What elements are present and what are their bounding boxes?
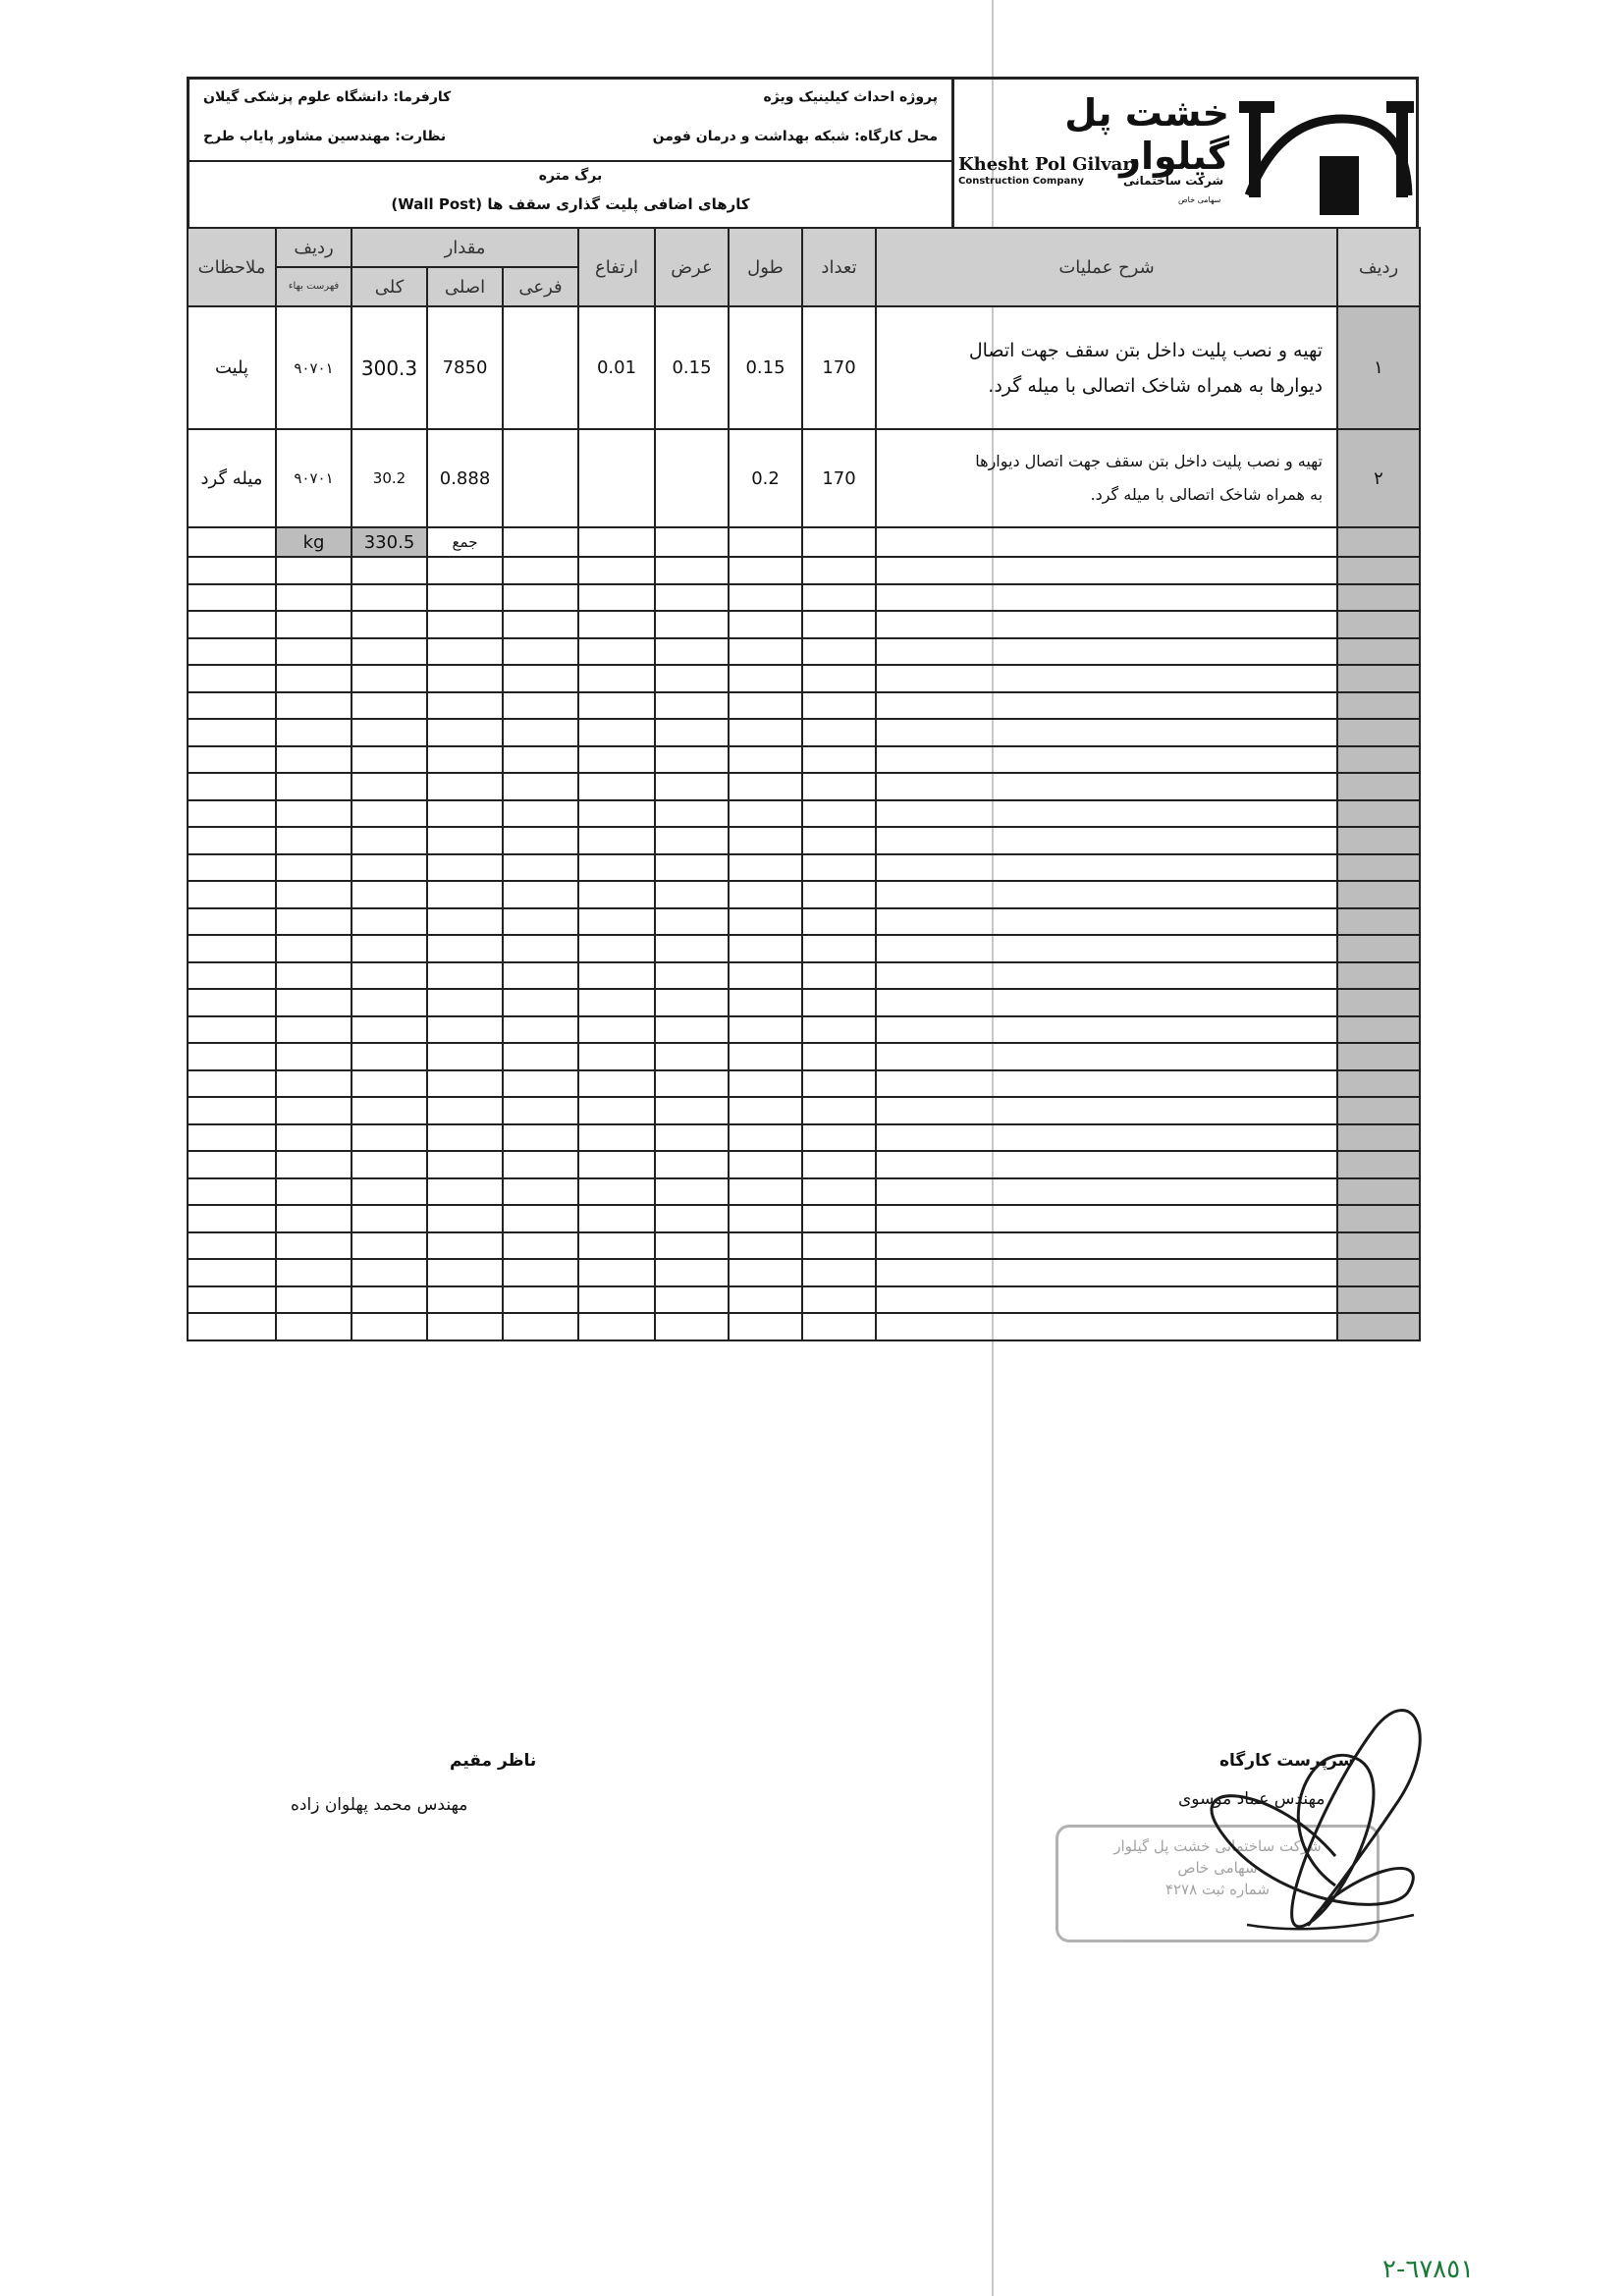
- metre-table: [187, 227, 1421, 1341]
- page-code: ٦٧٨٥١-٢: [1382, 2255, 1475, 2284]
- site-manager-title: سرپرست کارگاه: [1219, 1751, 1355, 1771]
- item-length: 0.15: [729, 306, 802, 429]
- empty-table-row: [188, 692, 1420, 720]
- col-main: اصلی: [427, 267, 503, 306]
- empty-table-row: [188, 1124, 1420, 1152]
- item-count: 170: [802, 306, 876, 429]
- item-notes: پلیت: [188, 306, 276, 429]
- col-sub: فرعی: [503, 267, 578, 306]
- item-total: 300.3: [352, 306, 427, 429]
- item-width: [655, 429, 729, 527]
- item-sub: [503, 306, 578, 429]
- metre-sheet: [187, 77, 1419, 1341]
- empty-table-row: [188, 935, 1420, 962]
- sum-value: 330.5: [352, 527, 427, 557]
- col-count: تعداد: [802, 228, 876, 306]
- item-height: [578, 429, 655, 527]
- empty-table-row: [188, 665, 1420, 692]
- project-info: [189, 80, 951, 227]
- signature-icon: [1021, 1679, 1434, 1964]
- empty-table-row: [188, 827, 1420, 854]
- empty-table-row: [188, 962, 1420, 990]
- empty-table-row: [188, 881, 1420, 908]
- col-notes: ملاحظات: [188, 228, 276, 306]
- empty-table-row: [188, 557, 1420, 584]
- item-description: تهیه و نصب پلیت داخل بتن سقف جهت اتصال دیوارها به همراه شاخک اتصالی با میله گرد.: [876, 306, 1337, 429]
- company-sub-en: Construction Company: [958, 176, 1084, 187]
- table-row: [188, 306, 1420, 429]
- item-main: 0.888: [427, 429, 503, 527]
- sum-label: جمع: [427, 527, 503, 557]
- empty-table-row: [188, 1205, 1420, 1232]
- company-name-en: Khesht Pol Gilvar: [958, 154, 1132, 175]
- empty-table-row: [188, 1313, 1420, 1340]
- company-sub-fa: شرکت ساختمانی: [1123, 174, 1224, 188]
- item-description: تهیه و نصب پلیت داخل بتن سقف جهت اتصال دیوارها به همراه شاخک اتصالی با میله گرد.: [876, 429, 1337, 527]
- col-price-row: ردیف: [276, 228, 352, 267]
- empty-table-row: [188, 773, 1420, 800]
- empty-table-row: [188, 854, 1420, 882]
- col-length: طول: [729, 228, 802, 306]
- empty-table-row: [188, 800, 1420, 828]
- row-number: ۲: [1337, 429, 1420, 527]
- item-total: 30.2: [352, 429, 427, 527]
- empty-table-row: [188, 1097, 1420, 1124]
- empty-table-row: [188, 638, 1420, 666]
- site-manager-name: مهندس عماد موسوی: [1178, 1789, 1326, 1809]
- employer: کارفرما: دانشگاه علوم پزشکی گیلان: [203, 89, 452, 105]
- item-sub: [503, 429, 578, 527]
- item-height: 0.01: [578, 306, 655, 429]
- company-stamp: شرکت ساختمانی خشت پل گیلوار سهامی خاص شماره ثبت ۴۲۷۸: [1056, 1825, 1380, 1942]
- col-price-list: فهرست بهاء: [276, 267, 352, 306]
- empty-rows: [188, 557, 1420, 1340]
- company-logo: [951, 80, 1416, 227]
- company-type: سهامی خاص: [1178, 195, 1221, 204]
- empty-table-row: [188, 1151, 1420, 1178]
- item-price-row: ۹۰۷۰۱: [276, 429, 352, 527]
- site-location: محل کارگاه: شبکه بهداشت و درمان فومن: [652, 129, 938, 144]
- item-price-row: ۹۰۷۰۱: [276, 306, 352, 429]
- col-total: کلی: [352, 267, 427, 306]
- item-width: 0.15: [655, 306, 729, 429]
- sum-row: [188, 527, 1420, 557]
- empty-table-row: [188, 1286, 1420, 1314]
- company-name-fa: خشت پل گیلوار: [1064, 91, 1229, 178]
- table-row: [188, 429, 1420, 527]
- col-width: عرض: [655, 228, 729, 306]
- col-row-number: ردیف: [1337, 228, 1420, 306]
- empty-table-row: [188, 908, 1420, 936]
- resident-supervisor-name: مهندس محمد پهلوان زاده: [291, 1795, 468, 1815]
- resident-supervisor-title: ناظر مقیم: [450, 1751, 537, 1771]
- project-title: پروژه احداث کیلینیک ویژه: [763, 89, 938, 105]
- empty-table-row: [188, 1178, 1420, 1206]
- empty-table-row: [188, 1016, 1420, 1044]
- empty-table-row: [188, 1232, 1420, 1260]
- sheet-subject: کارهای اضافی پلیت گذاری سقف ها (Wall Post): [391, 195, 750, 213]
- empty-table-row: [188, 719, 1420, 746]
- sheet-header: [187, 77, 1419, 227]
- sheet-type: برگ متره: [538, 168, 603, 184]
- col-description: شرح عملیات: [876, 228, 1337, 306]
- item-length: 0.2: [729, 429, 802, 527]
- empty-table-row: [188, 989, 1420, 1016]
- empty-table-row: [188, 1043, 1420, 1070]
- col-height: ارتفاع: [578, 228, 655, 306]
- col-quantity: مقدار: [352, 228, 578, 267]
- empty-table-row: [188, 1070, 1420, 1098]
- item-count: 170: [802, 429, 876, 527]
- item-main: 7850: [427, 306, 503, 429]
- empty-table-row: [188, 611, 1420, 638]
- empty-table-row: [188, 584, 1420, 612]
- item-notes: میله گرد: [188, 429, 276, 527]
- supervision: نظارت: مهندسین مشاور پایاب طرح: [203, 129, 447, 144]
- empty-table-row: [188, 746, 1420, 774]
- empty-table-row: [188, 1259, 1420, 1286]
- row-number: ۱: [1337, 306, 1420, 429]
- sum-unit: kg: [276, 527, 352, 557]
